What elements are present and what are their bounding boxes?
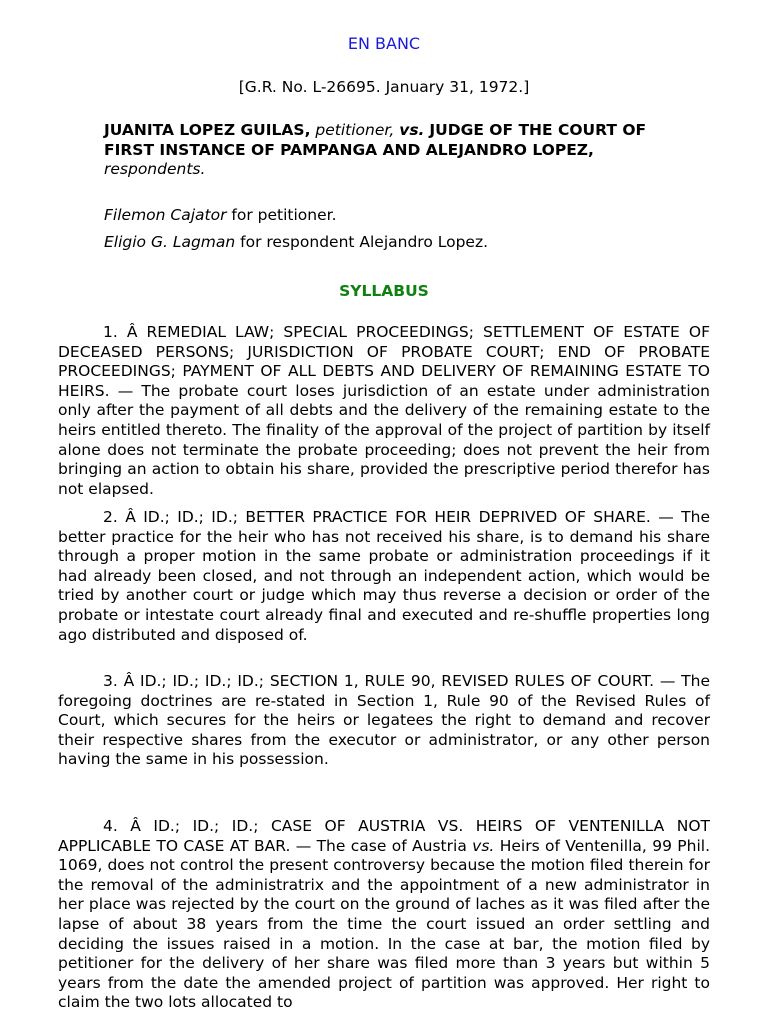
syllabus-item-4-italic: vs. — [472, 836, 495, 855]
counsel-respondent — [104, 233, 704, 253]
petitioner-name: JUANITA LOPEZ GUILAS, — [104, 121, 311, 139]
counsel-name: Eligio G. Lagman — [104, 233, 236, 251]
division-heading: EN BANC — [347, 34, 421, 53]
syllabus-item-4 — [58, 817, 710, 1013]
counsel-role: for respondent Alejandro Lopez. — [235, 233, 489, 251]
syllabus-item-3: 3. Â ID.; ID.; ID.; ID.; SECTION 1, RULE 90, REVISED RULES OF COURT. — The foregoing doctrines are re-stated in Section 1, Rule 90 of the Revised Rules of Court, which secures for the heirs or legatees the right to demand and recover their respective shares from the executor or administrator, or any other person having the same in his possession. — [58, 672, 710, 769]
respondents-role: respondents. — [104, 160, 206, 178]
case-parties — [104, 121, 694, 180]
syllabus-item-4-text-cont: Heirs of Ventenilla, 99 Phil. 1069, does not control the present controversy because the motion filed therein for the removal of the administratrix and the appointment of a new administrator in her place was rejected by the court on the ground of laches as it was filed after the lapse of about 38 years from the time the court issued an order settling and deciding the issues raised in a motion. In the case at bar, the motion filed by petitioner for the delivery of her share was filed more than 3 years but within 5 years from the date the amended project of partition was approved. Her right to claim the two lots allocated to — [58, 836, 710, 1012]
petitioner-role: petitioner, — [315, 121, 395, 139]
syllabus-item-2: 2. Â ID.; ID.; ID.; BETTER PRACTICE FOR HEIR DEPRIVED OF SHARE. — The better practice for the heir who has not received his share, is to demand his share through a proper motion in the same probate or administration proceedings if it had already been closed, and not through an independent action, which would be tried by another court or judge which may thus reverse a decision or order of the probate or intestate court already final and executed and re-shuffle properties long ago distributed and disposed of. — [58, 508, 710, 644]
syllabus-heading: SYLLABUS — [339, 282, 429, 300]
counsel-petitioner — [104, 206, 704, 226]
syllabus-item-4-text: 4. Â ID.; ID.; ID.; CASE OF AUSTRIA VS. HEIRS OF VENTENILLA NOT APPLICABLE TO CASE AT BAR. — The case of Austria — [58, 817, 710, 855]
counsel-name: Filemon Cajator — [104, 206, 227, 224]
case-number: [G.R. No. L-26695. January 31, 1972.] — [238, 78, 530, 96]
syllabus-item-1: 1. Â REMEDIAL LAW; SPECIAL PROCEEDINGS; SETTLEMENT OF ESTATE OF DECEASED PERSONS; JURISDICTION OF PROBATE COURT; END OF PROBATE PROCEEDINGS; PAYMENT OF ALL DEBTS AND DELIVERY OF REMAINING ESTATE TO HEIRS. — The probate court loses jurisdiction of an estate under administration only after the payment of all debts and the delivery of the remaining estate to the heirs entitled thereto. The finality of the approval of the project of partition by itself alone does not terminate the probate proceeding; does not prevent the heir from bringing an action to obtain his share, provided the prescriptive period therefor has not elapsed. — [58, 323, 710, 498]
respondents-names: JUDGE OF THE COURT OF FIRST INSTANCE OF PAMPANGA AND ALEJANDRO LOPEZ, — [104, 121, 647, 159]
counsel-role: for petitioner. — [226, 206, 337, 224]
versus-label: vs. — [399, 121, 425, 139]
